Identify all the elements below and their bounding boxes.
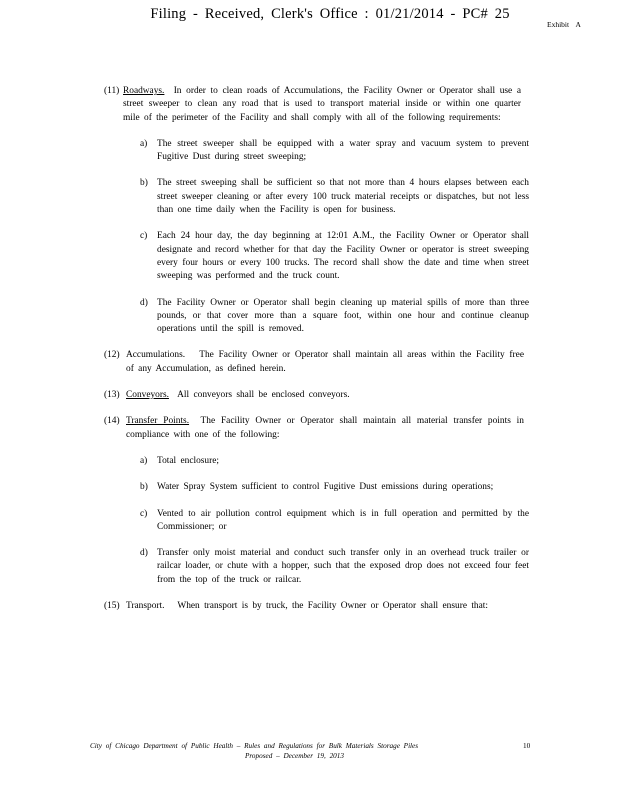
section-title: Transport. (126, 601, 165, 612)
section-text: In order to clean roads of Accumulations, the Facility Owner or Operator shall use a street sweeper to clean any road that is used to transport material inside or within one quarter mile of the perimeter of the Facility and shall comply with all of the following requirements: (123, 86, 522, 123)
section-text: All conveyors shall be enclosed conveyors. (177, 390, 350, 401)
subsection-11d (104, 297, 529, 337)
section-11-roadways (104, 85, 520, 125)
subsection-text: Total enclosure; (157, 455, 219, 466)
filing-header: Filing - Received, Clerk's Office : 01/21/2014 - PC# 25 (150, 6, 510, 22)
section-13-conveyors (104, 389, 520, 402)
subsection-letter: a) (140, 455, 148, 466)
section-title: Transfer Points. (126, 416, 190, 427)
subsection-text: Each 24 hour day, the day beginning at 12:01 A.M., the Facility Owner or Operator shall designate and record whether for that day the Facility Owner or operator is street sweeping every four hours or every 100 trucks. The record shall show the date and time when street sweeping was performed and the truck count. (157, 231, 529, 282)
section-14-transfer-points (104, 415, 524, 442)
section-text: The Facility Owner or Operator shall maintain all material transfer points in compliance with one of the following: (126, 416, 524, 440)
section-number: (15) (104, 601, 120, 612)
document-body (104, 85, 529, 626)
section-number: (12) (104, 350, 120, 361)
subsection-14a (104, 455, 520, 468)
subsection-11a (104, 138, 529, 165)
subsection-letter: d) (140, 297, 148, 308)
footer-title: City of Chicago Department of Public Health – Rules and Regulations for Bulk Materials Storage Piles (90, 742, 419, 750)
subsection-letter: c) (140, 231, 148, 242)
subsection-14d (104, 547, 529, 587)
subsection-text: Vented to air pollution control equipment which is in full operation and permitted by the Commissioner; or (157, 508, 529, 532)
subsection-14c (104, 508, 529, 535)
subsection-text: The street sweeping shall be sufficient so that not more than 4 hours elapses between each street sweeper cleaning or after every 100 truck material receipts or dispatches, but not less than one time daily when the Facility is open for business. (157, 178, 529, 216)
section-12-accumulations (104, 349, 524, 376)
section-number: (13) (104, 390, 120, 401)
subsection-letter: c) (140, 508, 148, 519)
exhibit-label: Exhibit A (547, 20, 581, 29)
section-text: The Facility Owner or Operator shall maintain all areas within the Facility free of any Accumulation, as defined herein. (126, 350, 524, 374)
section-title: Conveyors. (126, 390, 169, 401)
subsection-11b (104, 177, 529, 217)
page-number: 10 (523, 742, 531, 750)
subsection-text: The Facility Owner or Operator shall begin cleaning up material spills of more than three pounds, or that cover more than a square foot, within one hour and continue cleanup operations until the spill is removed. (157, 297, 529, 335)
subsection-14b (104, 481, 520, 494)
section-title: Roadways. (123, 86, 165, 96)
subsection-11c (104, 230, 529, 283)
subsection-text: Water Spray System sufficient to control Fugitive Dust emissions during operations; (157, 482, 494, 493)
section-title: Accumulations. (126, 350, 186, 361)
subsection-letter: b) (140, 482, 148, 493)
section-15-transport (104, 600, 520, 613)
subsection-letter: a) (140, 138, 148, 149)
subsection-letter: b) (140, 178, 148, 189)
page-footer (90, 741, 530, 761)
section-number: (11) (104, 86, 120, 96)
subsection-text: Transfer only moist material and conduct such transfer only in an overhead truck trailer or railcar loader, or chute with a hopper, such that the exposed drop does not exceed four feet from the top of the truck or railcar. (157, 548, 529, 585)
footer-date: Proposed – December 19, 2013 (245, 752, 344, 760)
subsection-text: The street sweeper shall be equipped with a water spray and vacuum system to prevent Fugitive Dust during street sweeping; (157, 138, 529, 163)
section-number: (14) (104, 416, 120, 427)
subsection-letter: d) (140, 548, 148, 559)
section-text: When transport is by truck, the Facility Owner or Operator shall ensure that: (177, 601, 488, 612)
